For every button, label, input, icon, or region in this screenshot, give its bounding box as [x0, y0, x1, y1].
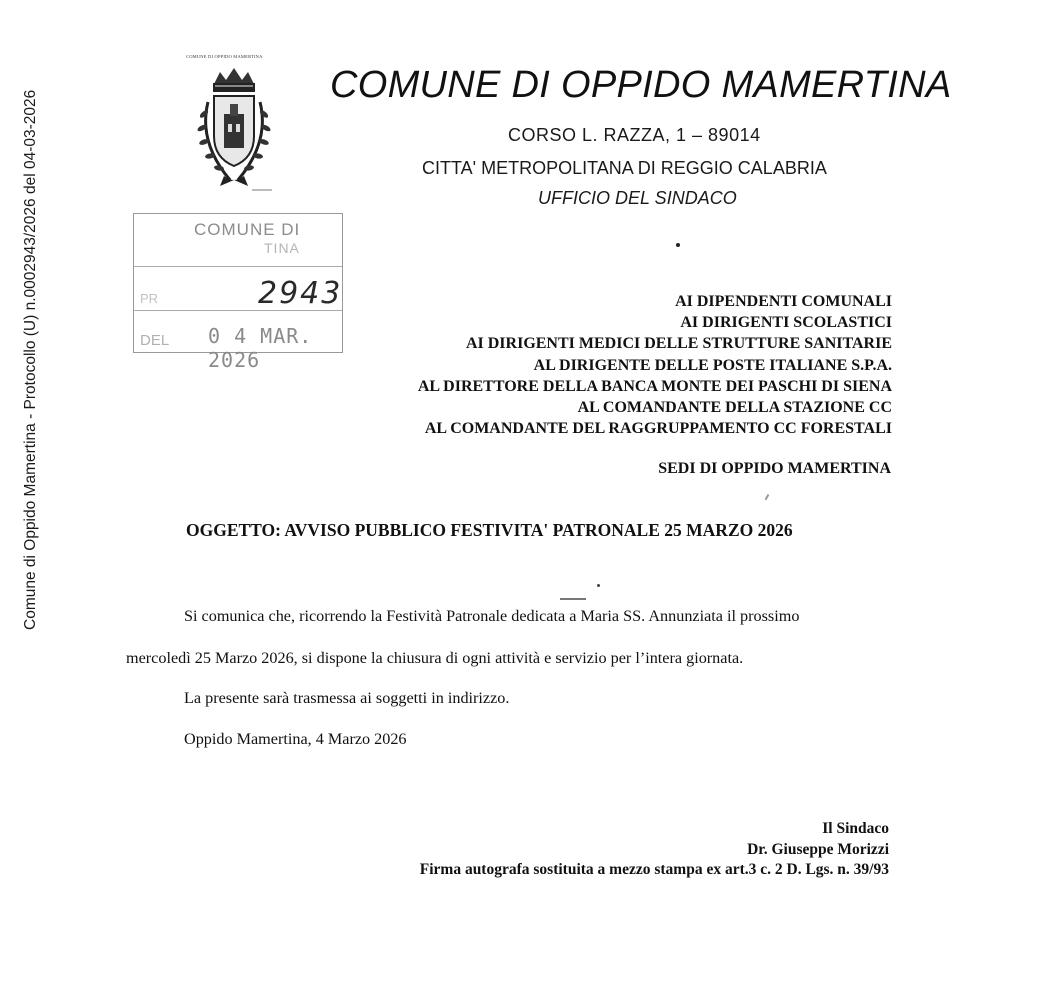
body-paragraph-3: La presente sarà trasmessa ai soggetti in indirizzo.	[184, 689, 510, 707]
stray-dot	[676, 243, 680, 247]
municipality-address: CORSO L. RAZZA, 1 – 89014	[508, 125, 761, 145]
recipient-line: AL COMANDANTE DEL RAGGRUPPAMENTO CC FORESTALI	[424, 420, 892, 438]
stamp-protocol-number: 2943	[258, 276, 343, 311]
stamp-heading: COMUNE DI	[194, 220, 301, 239]
recipient-line: AL DIRIGENTE DELLE POSTE ITALIANE S.P.A.	[533, 356, 892, 374]
scan-speck	[560, 598, 586, 600]
scan-speck	[597, 584, 600, 587]
letter-subject: OGGETTO: AVVISO PUBBLICO FESTIVITA' PATRONALE 25 MARZO 2026	[186, 520, 793, 540]
recipient-line: AI DIRIGENTI SCOLASTICI	[680, 314, 892, 332]
signatory-name: Dr. Giuseppe Morizzi	[747, 840, 889, 858]
metropolitan-city: CITTA' METROPOLITANA DI REGGIO CALABRIA	[422, 158, 827, 178]
protocol-stamp	[133, 213, 343, 372]
stamp-divider	[134, 266, 342, 267]
stamp-date: 0 4 MAR. 2026	[208, 324, 313, 372]
recipients-list	[418, 291, 892, 439]
place-and-date: Oppido Mamertina, 4 Marzo 2026	[184, 730, 407, 748]
coat-of-arms-icon	[186, 62, 282, 194]
body-paragraph-2: mercoledì 25 Marzo 2026, si dispone la chiusura di ogni attività e servizio per l’intera giornata.	[126, 649, 744, 667]
recipient-line: AI DIPENDENTI COMUNALI	[675, 293, 892, 310]
body-paragraph-1: Si comunica che, ricorrendo la Festività Patronale dedicata a Maria SS. Annunziata il prossimo	[184, 607, 800, 625]
municipality-title: COMUNE DI OPPIDO MAMERTINA	[330, 64, 952, 106]
stamp-del-label: DEL	[140, 332, 170, 349]
office-name: UFFICIO DEL SINDACO	[538, 188, 737, 208]
recipient-line: AL COMANDANTE DELLA STAZIONE CC	[577, 399, 892, 417]
municipal-crest	[186, 54, 282, 194]
crest-label: COMUNE DI OPPIDO MAMERTINA	[186, 54, 263, 59]
recipient-line: AL DIRETTORE DELLA BANCA MONTE DEI PASCHI DI SIENA	[417, 377, 892, 395]
protocol-side-stamp: Comune di Oppido Mamertina - Protocollo (U) n.0002943/2026 del 04-03-2026	[22, 89, 39, 630]
recipients-location: SEDI DI OPPIDO MAMERTINA	[658, 460, 891, 477]
recipient-line: AI DIRIGENTI MEDICI DELLE STRUTTURE SANITARIE	[465, 335, 892, 353]
signature-note: Firma autografa sostituita a mezzo stampa ex art.3 c. 2 D. Lgs. n. 39/93	[419, 861, 889, 878]
scan-speck	[765, 494, 769, 500]
signature-block	[420, 819, 889, 881]
stamp-heading-2: TINA	[264, 240, 300, 256]
signatory-role: Il Sindaco	[822, 820, 889, 837]
stamp-prot-label: PR	[140, 291, 159, 306]
